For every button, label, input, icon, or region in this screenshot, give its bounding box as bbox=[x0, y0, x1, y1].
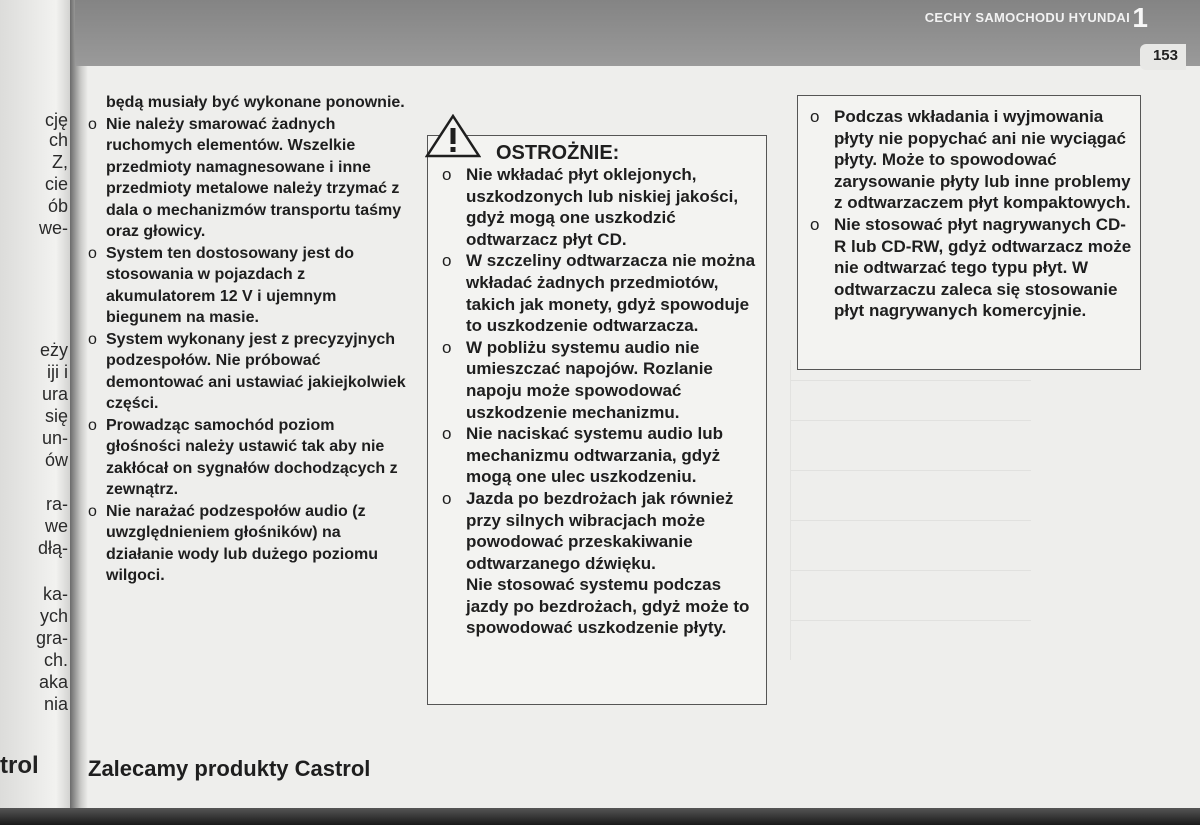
list-item bbox=[442, 337, 762, 423]
list-item bbox=[810, 214, 1134, 322]
left-page-fragment: ów bbox=[44, 450, 68, 470]
left-page-fragment: un- bbox=[41, 428, 68, 448]
chapter-number: 1 bbox=[1132, 2, 1148, 33]
left-page-fragment: gra- bbox=[35, 628, 68, 648]
warning-title: OSTROŻNIE: bbox=[496, 142, 620, 164]
list-item-text: System ten dostosowany jest do stosowania w pojazdach z akumulatorem 12 V i ujemnym biegunem na masie. bbox=[106, 244, 355, 326]
left-page-fragment: ra- bbox=[46, 494, 68, 514]
list-item-text: Nie stosować płyt nagrywanych CD-R lub CD-RW, gdyż odtwarzacz może nie odtwarzać tego typu płyt. W odtwarzaczu zaleca się stosowanie płyt nagrywanych komercyjnie. bbox=[834, 214, 1132, 321]
bullet-marker: o bbox=[88, 115, 97, 133]
page-number: 153 bbox=[1152, 47, 1178, 64]
left-page-fragment: eży bbox=[39, 340, 68, 360]
left-page-fragment: cie bbox=[44, 174, 68, 194]
left-bullet-list bbox=[88, 114, 408, 587]
left-column bbox=[88, 92, 408, 587]
left-page-fragment: ch. bbox=[43, 650, 68, 670]
left-page-heading-fragment: trol bbox=[0, 752, 39, 779]
list-item-text: System wykonany jest z precyzyjnych podzespołów. Nie próbować demontować ani ustawiać jakiejkolwiek części. bbox=[106, 330, 406, 412]
list-item-text: Nie narażać podzespołów audio (z uwzględnieniem głośników) na działanie wody lub dużego poziomu wilgoci. bbox=[106, 502, 378, 584]
note-list bbox=[810, 106, 1134, 322]
list-item bbox=[88, 415, 408, 501]
left-page-fragment: ura bbox=[41, 384, 68, 404]
warning-box bbox=[427, 135, 767, 705]
list-item-text: Nie wkładać płyt oklejonych, uszkodzonych lub niskiej jakości, gdyż mogą one uszkodzić odtwarzacz płyt CD. bbox=[466, 165, 739, 249]
left-page-fragment: ch bbox=[48, 130, 68, 150]
list-item bbox=[442, 488, 762, 639]
left-page-edge bbox=[0, 0, 80, 825]
list-item-text: Podczas wkładania i wyjmowania płyty nie popychać ani nie wyciągać płyty. Może to spowodować zarysowanie płyty lub inne problemy z odtwarzaczem płyt kompaktowych. bbox=[834, 107, 1131, 213]
faint-rule bbox=[791, 520, 1031, 521]
list-item-text: W pobliżu systemu audio nie umieszczać napojów. Rozlanie napoju może spowodować uszkodzenie mechanizmu. bbox=[466, 337, 713, 422]
bullet-marker: o bbox=[88, 244, 97, 262]
list-item-text: Nie należy smarować żadnych ruchomych elementów. Wszelkie przedmioty namagnesowane i inne przedmioty metalowe należy trzymać z dala o mechanizmów transportu taśmy oraz głowicy. bbox=[106, 115, 402, 240]
faint-bleedthrough-table bbox=[790, 360, 1031, 660]
list-item bbox=[88, 114, 408, 243]
section-heading: Zalecamy produkty Castrol bbox=[88, 756, 371, 781]
faint-rule bbox=[791, 470, 1031, 471]
left-page-fragment: dłą- bbox=[37, 538, 68, 558]
bullet-marker: o bbox=[88, 416, 97, 434]
bullet-marker: o bbox=[442, 337, 452, 357]
faint-rule bbox=[791, 620, 1031, 621]
bullet-marker: o bbox=[442, 165, 452, 184]
faint-rule bbox=[791, 570, 1031, 571]
list-item bbox=[88, 243, 408, 329]
page-header bbox=[75, 0, 1200, 66]
left-page-fragment: we bbox=[44, 516, 68, 536]
warning-list bbox=[442, 164, 762, 639]
bullet-marker: o bbox=[442, 251, 452, 271]
list-item bbox=[88, 501, 408, 587]
bullet-marker: o bbox=[810, 107, 820, 126]
bullet-marker: o bbox=[442, 424, 452, 444]
faint-rule bbox=[791, 380, 1031, 381]
header-title: CECHY SAMOCHODU HYUNDAI bbox=[924, 10, 1130, 25]
left-page-fragment: ób bbox=[47, 196, 68, 216]
list-item-text: W szczeliny odtwarzacza nie można wkładać żadnych przedmiotów, takich jak monety, gdyż spowoduje to uszkodzenie odtwarzacza. bbox=[466, 251, 756, 336]
left-page-fragment: aka bbox=[38, 672, 68, 692]
bullet-marker: o bbox=[88, 330, 97, 348]
left-page-fragment: nia bbox=[43, 694, 68, 714]
warning-triangle-icon bbox=[425, 114, 481, 158]
faint-rule bbox=[791, 420, 1031, 421]
continuation-paragraph: będą musiały być wykonane ponownie. bbox=[106, 94, 405, 111]
left-page-fragment: Z, bbox=[52, 152, 68, 172]
bullet-marker: o bbox=[442, 488, 452, 508]
list-item-text: Nie naciskać systemu audio lub mechanizmu odtwarzania, gdyż mogą one ulec uszkodzeniu. bbox=[466, 424, 723, 487]
bottom-edge-shadow bbox=[0, 808, 1200, 825]
list-item bbox=[442, 250, 762, 336]
left-page-fragment: we- bbox=[38, 218, 68, 238]
left-page-fragment: iji i bbox=[47, 362, 68, 382]
left-page-fragment: się bbox=[44, 406, 68, 426]
left-page-fragment: cję bbox=[44, 110, 68, 130]
list-item-text: Prowadząc samochód poziom głośności należy ustawić tak aby nie zakłócał on sygnałów dochodzących z zewnątrz. bbox=[106, 416, 398, 498]
list-item bbox=[88, 329, 408, 415]
bullet-marker: o bbox=[88, 502, 97, 520]
note-box bbox=[797, 95, 1141, 370]
left-page-fragment: ych bbox=[39, 606, 68, 626]
list-item bbox=[442, 423, 762, 488]
list-item-text: Jazda po bezdrożach jak również przy silnych wibracjach może powodować przeskakiwanie odtwarzanego dźwięku. Nie stosować systemu podczas jazdy po bezdrożach, gdyż może to spowodować uszkodzenie płyty. bbox=[466, 488, 750, 638]
page-gutter bbox=[70, 0, 88, 825]
list-item bbox=[810, 106, 1134, 214]
list-item bbox=[442, 164, 762, 250]
bullet-marker: o bbox=[810, 214, 820, 234]
left-page-fragment: ka- bbox=[42, 584, 68, 604]
